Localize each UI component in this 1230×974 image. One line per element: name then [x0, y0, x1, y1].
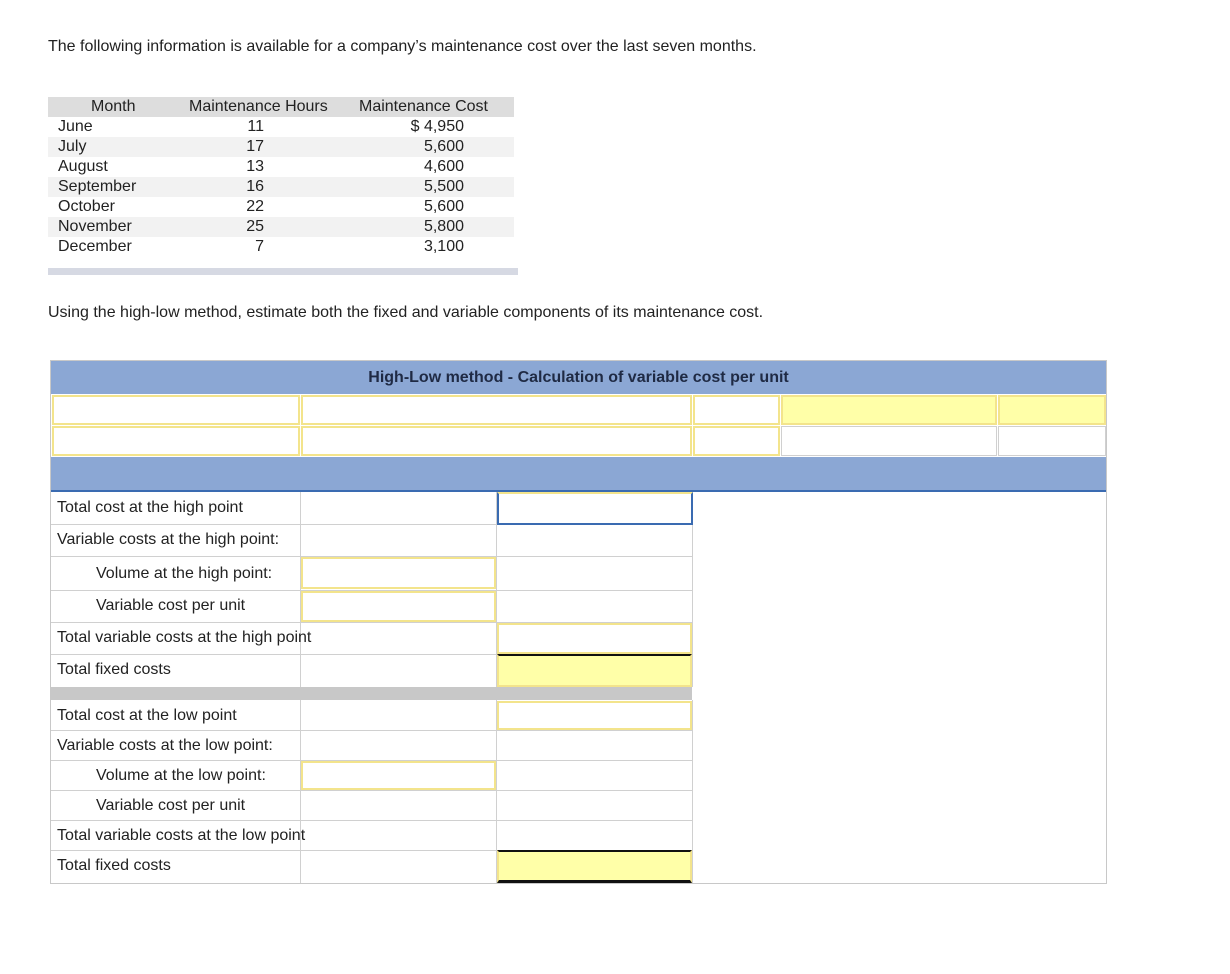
high-vc-per-unit-input[interactable] [301, 591, 496, 622]
cost-cell: 5,800 [423, 218, 464, 235]
low-total-variable-label: Total variable costs at the low point [57, 827, 306, 844]
calc-table-band [51, 457, 1106, 492]
cost-cell: 3,100 [423, 238, 464, 255]
month-cell: November [58, 218, 132, 235]
section-separator [51, 687, 692, 700]
low-volume-input[interactable] [301, 761, 496, 790]
grid-line [51, 820, 692, 821]
month-cell: September [58, 178, 137, 195]
cost-cell: $ 4,950 [410, 118, 464, 135]
table-row [48, 237, 514, 257]
table-row [48, 197, 514, 217]
cost-cell: 5,500 [423, 178, 464, 195]
calc-table-title: High-Low method - Calculation of variable cost per unit [51, 361, 1106, 394]
low-fixed-input[interactable] [497, 850, 692, 883]
hours-cell: 16 [246, 178, 264, 195]
high-variable-costs-label: Variable costs at the high point: [57, 531, 280, 548]
high-vc-per-unit-label: Variable cost per unit [96, 597, 246, 614]
grid-line [51, 730, 692, 731]
data-table-footer-bar [48, 268, 518, 275]
hours-cell: 22 [246, 198, 264, 215]
table-row [48, 177, 514, 197]
table-row [48, 217, 514, 237]
high-volume-label: Volume at the high point: [96, 565, 273, 582]
month-cell: December [58, 238, 132, 255]
low-total-cost-label: Total cost at the low point [57, 707, 237, 724]
high-point-cost-input[interactable] [781, 395, 997, 425]
low-point-label-input[interactable] [301, 426, 692, 456]
hours-cell: 25 [246, 218, 264, 235]
low-variable-costs-label: Variable costs at the low point: [57, 737, 273, 754]
low-volume-label: Volume at the low point: [96, 767, 266, 784]
low-total-cost-input[interactable] [497, 701, 692, 730]
header-cost: Maintenance Cost [359, 98, 488, 115]
high-total-cost-label: Total cost at the high point [57, 499, 243, 516]
grid-line [692, 700, 693, 883]
high-point-month-input[interactable] [52, 395, 300, 425]
hours-cell: 13 [246, 158, 264, 175]
cost-cell: 5,600 [423, 198, 464, 215]
high-point-hours-input[interactable] [693, 395, 780, 425]
low-point-extra-cell [998, 426, 1106, 456]
high-point-extra-input[interactable] [998, 395, 1106, 425]
low-fixed-label: Total fixed costs [57, 857, 171, 874]
cost-cell: 4,600 [423, 158, 464, 175]
cost-cell: 5,600 [423, 138, 464, 155]
low-point-month-input[interactable] [52, 426, 300, 456]
table-row [48, 157, 514, 177]
high-total-variable-input[interactable] [497, 623, 692, 654]
hours-cell: 17 [246, 138, 264, 155]
instruction-text: Using the high-low method, estimate both the fixed and variable components of its maintenance cost. [48, 304, 764, 321]
high-fixed-input[interactable] [497, 654, 692, 687]
table-row [48, 117, 514, 137]
low-point-hours-input[interactable] [693, 426, 780, 456]
month-cell: July [58, 138, 87, 155]
header-hours: Maintenance Hours [189, 98, 328, 115]
low-point-cost-cell [781, 426, 997, 456]
month-cell: August [58, 158, 108, 175]
intro-text: The following information is available for a company’s maintenance cost over the last seven months. [48, 38, 757, 55]
high-total-variable-label: Total variable costs at the high point [57, 629, 312, 646]
table-row [48, 137, 514, 157]
hours-cell: 7 [255, 238, 264, 255]
header-month: Month [91, 98, 136, 115]
grid-line [300, 700, 301, 883]
data-table-header [48, 97, 514, 117]
hours-cell: 11 [247, 118, 264, 135]
high-volume-input[interactable] [301, 557, 496, 589]
low-vc-per-unit-label: Variable cost per unit [96, 797, 246, 814]
high-fixed-label: Total fixed costs [57, 661, 171, 678]
month-cell: June [58, 118, 93, 135]
grid-line [51, 790, 692, 791]
high-point-label-input[interactable] [301, 395, 692, 425]
high-total-cost-input[interactable] [497, 492, 693, 525]
month-cell: October [58, 198, 115, 215]
